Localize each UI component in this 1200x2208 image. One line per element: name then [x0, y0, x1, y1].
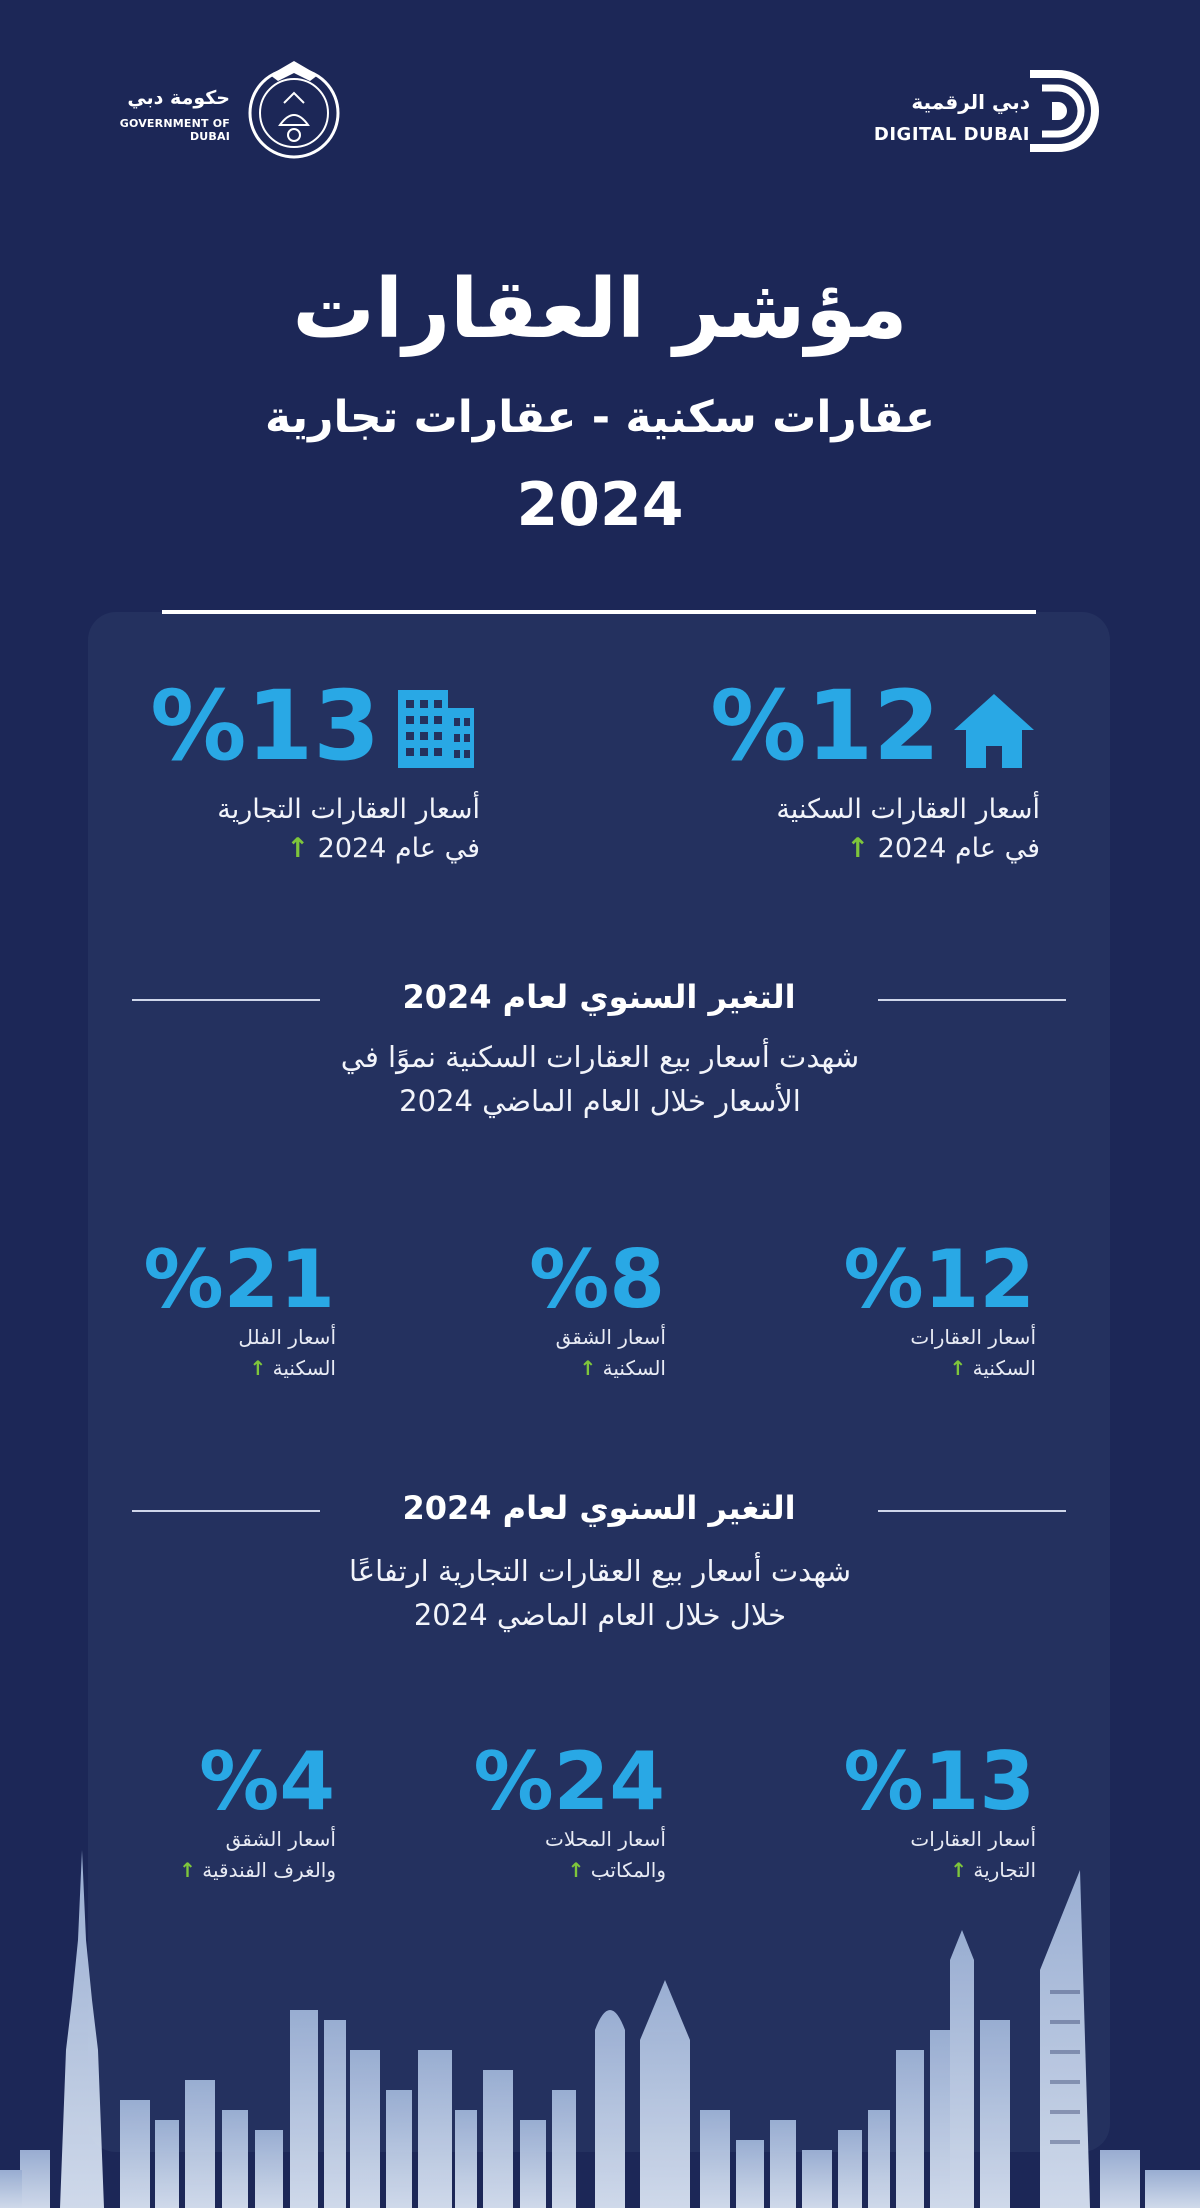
section1-line-right	[878, 999, 1066, 1001]
dd-arabic-name: دبي الرقمية	[911, 90, 1030, 114]
villas-price-line1: أسعار الفلل	[238, 1325, 336, 1349]
apartments-price-line1: أسعار الشقق	[555, 1325, 666, 1349]
gov-arabic-name: حكومة دبي	[127, 87, 230, 109]
residential-property-line1: أسعار العقارات	[910, 1325, 1036, 1349]
commercial-price-value: %13	[150, 670, 380, 782]
gov-english-name: GOVERNMENT OF DUBAI	[119, 117, 230, 143]
page-title: مؤشر العقارات	[292, 262, 908, 357]
apartments-price-value: %8	[529, 1233, 665, 1326]
page-year: 2024	[516, 470, 684, 540]
house-icon	[952, 690, 1036, 770]
residential-property-value: %12	[843, 1233, 1035, 1326]
residential-price-value: %12	[710, 670, 940, 782]
arrow-up-icon: ↑	[950, 1858, 967, 1882]
section1-body	[200, 1036, 1000, 1123]
section2-body-line1: شهدت أسعار بيع العقارات التجارية ارتفاعًا	[348, 1554, 852, 1588]
title-divider	[162, 610, 1036, 614]
arrow-up-icon: ↑	[846, 833, 870, 865]
commercial-label-year: في عام 2024	[317, 833, 480, 865]
residential-property-line2-wrap	[800, 1353, 1036, 1384]
hotel-apartments-line1: أسعار الشقق	[225, 1827, 336, 1851]
commercial-label-line2	[80, 829, 480, 868]
section1-body-line1: شهدت أسعار بيع العقارات السكنية نموًا في	[340, 1040, 860, 1074]
apartments-price-line2: السكنية	[602, 1356, 666, 1380]
apartments-price-line2-wrap	[440, 1353, 666, 1384]
building-icon	[388, 686, 476, 770]
hotel-apartments-value: %4	[199, 1735, 335, 1828]
arrow-up-icon: ↑	[579, 1356, 597, 1380]
arrow-up-icon: ↑	[567, 1858, 585, 1882]
page-subtitle: عقارات سكنية - عقارات تجارية	[264, 392, 936, 443]
residential-property-label	[800, 1322, 1036, 1384]
commercial-property-line2: التجارية	[973, 1858, 1036, 1882]
apartments-price-label	[440, 1322, 666, 1384]
arrow-up-icon: ↑	[179, 1858, 196, 1882]
digital-dubai-mark-icon	[1020, 66, 1108, 156]
government-of-dubai-logo	[80, 55, 350, 165]
dubai-emblem-icon	[240, 55, 348, 163]
arrow-up-icon: ↑	[249, 1356, 267, 1380]
section2-body-line2: خلال خلال العام الماضي 2024	[413, 1597, 787, 1632]
section2-line-left	[132, 1510, 320, 1512]
villas-price-label	[110, 1322, 336, 1384]
commercial-label-line1: أسعار العقارات التجارية	[217, 794, 480, 825]
section1-line-left	[132, 999, 320, 1001]
hotel-apartments-line2: والغرف الفندقية	[202, 1858, 336, 1882]
residential-label-line1: أسعار العقارات السكنية	[776, 794, 1040, 825]
dubai-skyline-illustration	[0, 1850, 1200, 2208]
arrow-up-icon: ↑	[286, 833, 310, 865]
digital-dubai-logo	[870, 60, 1120, 160]
shops-offices-line1: أسعار المحلات	[545, 1827, 666, 1851]
section1-title: التغير السنوي لعام 2024	[402, 978, 796, 1016]
residential-label-line2	[640, 829, 1040, 868]
dd-english-name: DIGITAL DUBAI	[873, 124, 1030, 145]
arrow-up-icon: ↑	[949, 1356, 967, 1380]
residential-label-year: في عام 2024	[877, 833, 1040, 865]
section2-body	[200, 1550, 1000, 1637]
shops-offices-line2: والمكاتب	[590, 1858, 666, 1882]
section2-title: التغير السنوي لعام 2024	[402, 1489, 796, 1527]
residential-property-line2: السكنية	[972, 1356, 1036, 1380]
commercial-property-value: %13	[843, 1735, 1035, 1828]
commercial-property-line1: أسعار العقارات	[910, 1827, 1036, 1851]
shops-offices-value: %24	[473, 1735, 665, 1828]
villas-price-value: %21	[143, 1233, 335, 1326]
section2-line-right	[878, 1510, 1066, 1512]
villas-price-line2-wrap	[110, 1353, 336, 1384]
villas-price-line2: السكنية	[272, 1356, 336, 1380]
residential-price-label	[640, 790, 1040, 868]
commercial-price-label	[80, 790, 480, 868]
section1-body-line2: الأسعار خلال العام الماضي 2024	[399, 1083, 801, 1118]
